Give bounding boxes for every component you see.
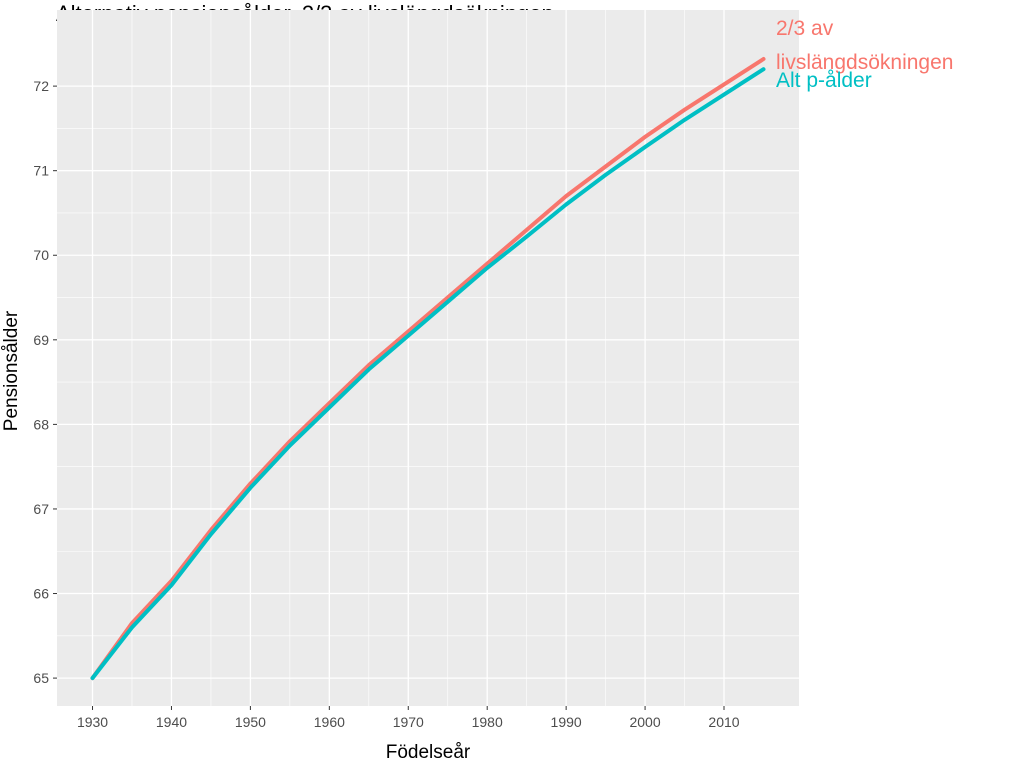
x-axis xyxy=(77,706,740,730)
series-label-2: Alt p-ålder xyxy=(776,69,872,92)
plot-panel xyxy=(57,10,799,706)
x-tick-label: 1990 xyxy=(550,714,582,730)
y-tick-label: 70 xyxy=(33,247,49,264)
x-tick-label: 1980 xyxy=(471,714,503,730)
x-tick-label: 2010 xyxy=(708,714,740,730)
y-tick-label: 67 xyxy=(33,500,49,517)
y-tick-label: 71 xyxy=(33,162,49,179)
x-tick-label: 1970 xyxy=(392,714,424,730)
y-tick-label: 65 xyxy=(33,670,49,687)
y-axis-title: Pensionsålder xyxy=(1,310,22,432)
series-label-line: 2/3 av xyxy=(776,17,834,40)
x-tick-label: 1930 xyxy=(76,714,109,730)
y-tick-label: 68 xyxy=(33,416,49,433)
y-tick-label: 72 xyxy=(33,78,49,95)
y-tick-label: 69 xyxy=(33,331,49,348)
x-axis-title: Födelseår xyxy=(385,742,471,759)
y-axis xyxy=(33,78,57,686)
x-tick-label: 2000 xyxy=(629,714,661,730)
series-label-line: livslängdsökningen xyxy=(776,51,954,74)
series-labels xyxy=(776,17,953,92)
x-tick-label: 1940 xyxy=(155,714,188,730)
series-label-1 xyxy=(776,17,953,74)
y-tick-label: 66 xyxy=(33,585,49,602)
x-tick-label: 1950 xyxy=(234,714,266,730)
x-tick-label: 1960 xyxy=(313,714,345,730)
